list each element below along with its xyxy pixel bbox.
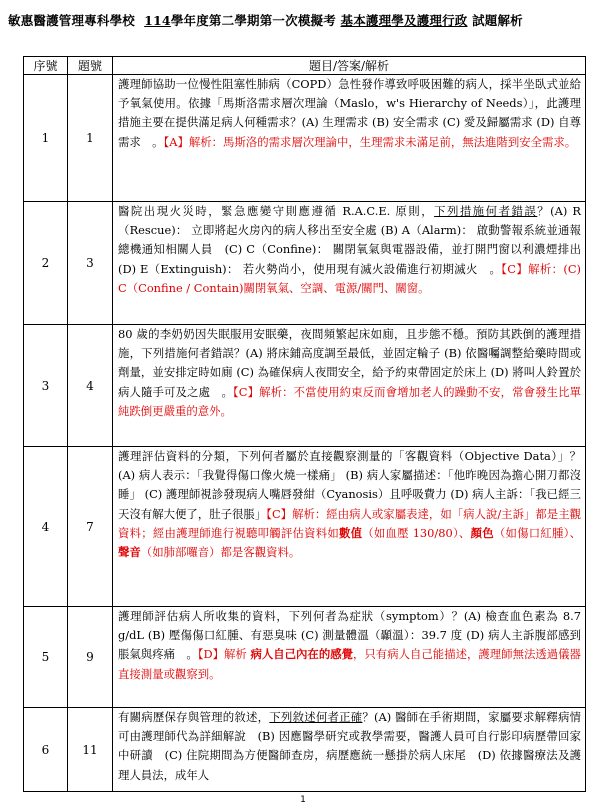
column-header-qnum: 題號 [68,57,113,75]
question-text: ？(A) R（Rescue)： 立即將起火房內的病人移出至安全處 (B) A（Alarm)： 啟動警報系統並通報總機通知相關人員 (C) C（Confine)： 關閉氧氣與電器設備，並打開門窗以利濃煙排出 (D) E（Extinguish)： 若火勢尚小，使用現有滅火設備進行初期滅火 。 [118,204,593,276]
column-header-seq: 序號 [24,57,68,75]
answer-part: ，只有病人自己能描述，護理師無法透過儀器直接測量或觀察到。 [118,647,581,681]
question-text: 護理師評估病人所收集的資料，下列何者為症狀（symptom）？(A) 檢查血色素為 8.7 g/dL (B) 壓傷傷口紅腫、有惡臭味 (C) 測量體溫（顳溫）：39.7 度 (D) 病人主訴腹部感到脹氣與疼痛 。 [118,609,581,662]
question-text: 80 歲的李奶奶因失眠服用安眠藥，夜間頻繁起床如廁，且步態不穩。預防其跌倒的護理措施，下列措施何者錯誤？(A) 將床鋪高度調至最低，並固定輪子 (B) 依醫囑調整給藥時間或劑量，並安排定時如廁 (C) 為確保病人夜間安全，給予約束帶固定於床上 (D) 將叫人鈴置於病人隨手可及之處 。 [118,327,581,399]
table-row [24,708,586,792]
qnum-cell: 3 [68,202,113,325]
content-cell [113,202,593,325]
answer-emphasis: 數值 [339,525,363,540]
answer-emphasis: 病人自己內在的感覺 [250,647,354,662]
page-title [8,11,598,29]
qnum-cell: 9 [68,607,113,708]
question-table [23,56,593,792]
page-number: 1 [300,795,306,805]
exam-subject: 基本護理學及護理行政 [340,13,468,28]
answer-emphasis: 聲音 [118,545,141,560]
seq-cell: 4 [24,447,68,607]
answer-text: 【C】解析：(C) C（Confine / Contain)關閉氧氣、空調、電源/關門、關窗。 [118,261,581,295]
content-cell [113,607,586,708]
table-row [24,202,586,325]
answer-text: 【A】解析：馬斯洛的需求層次理論中，生理需求未滿足前，無法進階到安全需求。 [163,134,577,149]
answer-part: （如傷口紅腫）、 [493,525,581,540]
school-name: 敏惠醫護管理專科學校 [8,13,136,28]
question-text: ？(A) 醫師在手術期間，家屬要求解釋病情可由護理師代為詳細解說 (B) 因應醫學研究或教學需要，醫護人員可自行影印病歷帶回家中研讀 (C) 住院期間為方便醫師查房，病歷應統一懸掛於病人床尾 (D) 依據醫療法及護理人員法，成年人 [118,710,581,782]
school-year: 114 [144,13,171,28]
qnum-cell: 1 [68,75,113,202]
question-emphasis: 下列敘述何者正確 [269,710,363,724]
table-header-row [24,57,586,75]
answer-emphasis: 顏色 [470,525,494,540]
answer-part: （如肺部囉音）都是客觀資料。 [140,545,301,560]
answer-part: 【D】解析 [197,647,251,662]
content-cell [113,75,586,202]
seq-cell: 6 [24,708,68,792]
qnum-cell: 4 [68,325,113,447]
seq-cell: 5 [24,607,68,708]
answer-part: （如血壓 130/80）、 [362,525,471,540]
question-text: 有關病歷保存與管理的敘述， [118,710,270,724]
table-row [24,447,586,607]
title-suffix: 試題解析 [472,13,523,28]
table-row [24,607,586,708]
content-cell [113,325,586,447]
question-text: 醫院出現火災時，緊急應變守則應遵循 R.A.C.E. 原則， [118,204,435,218]
exam-term: 學年度第二學期第一次模擬考 [170,13,336,28]
question-text: 護理評估資料的分類，下列何者屬於直接觀察測量的「客觀資料（Objective Data）」？ (A) 病人表示：「我覺得傷口像火燒一樣痛」 (B) 病人家屬描述：「他昨晚因為擔心開刀都沒睡」 (C) 護理師視診發現病人嘴唇發紺（Cyanosis）且呼吸費力 (D) 病人主訴：「我已經三天沒有解大便了，肚子很脹」 [118,449,581,521]
seq-cell: 1 [24,75,68,202]
qnum-cell: 7 [68,447,113,607]
answer-part: 【C】解析：經由病人或家屬表達，如「病人說/主訴」都是主觀資料；經由護理師進行視聽叩觸評估資料如 [118,506,581,540]
seq-cell: 3 [24,325,68,447]
table-row [24,75,586,202]
content-cell [113,708,586,792]
table-row [24,325,586,447]
qnum-cell: 11 [68,708,113,792]
answer-text: 【C】解析：不當使用約束反而會增加老人的躁動不安，常會發生比單純跌倒更嚴重的意外。 [118,384,581,418]
column-header-content: 題目/答案/解析 [113,57,586,75]
content-cell [113,447,586,607]
question-text: 護理師協助一位慢性阻塞性肺病（COPD）急性發作導致呼吸困難的病人，採半坐臥式並給予氧氣使用。依據「馬斯洛需求層次理論（Maslo，w's Hierarchy of Needs）」，此護理措施主要在提供滿足病人何種需求？(A) 生理需求 (B) 安全需求 (C) 愛及歸屬需求 (D) 自尊需求 。 [118,77,581,149]
question-emphasis: 下列措施何者錯誤 [434,204,538,218]
seq-cell: 2 [24,202,68,325]
